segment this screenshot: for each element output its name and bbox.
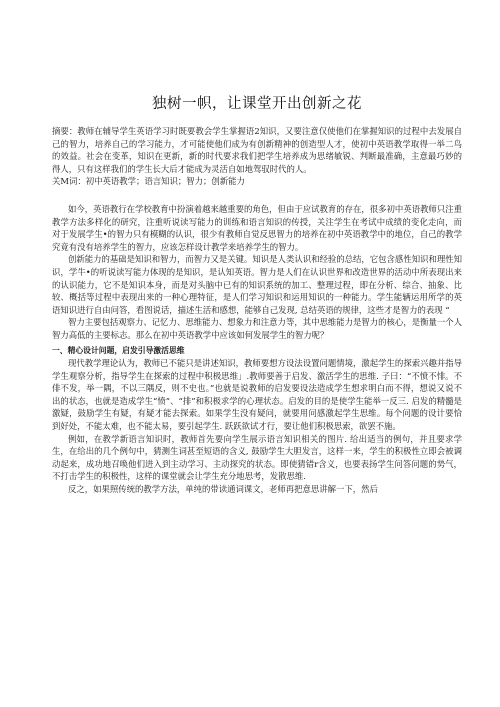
- body-text: [52, 203, 462, 496]
- paragraph: 智力主要包括观察力、记忆力、思维能力、想象力和注意力等，其中思维能力是智力的核心，是衡量一个人智力高低的主要标志。那么在初中英语教学中应该如何发展学生的智力呢？: [52, 317, 462, 340]
- section-heading: 一、精心设计问题，启发引导激活思维: [52, 345, 185, 355]
- keywords-text: 初中英语教学；语言知识；智力；创新能力: [85, 176, 245, 187]
- paragraph: 如今，英语教行在学校教育中扮演着越来越重要的角色，但由于应试教育的存在，很多初中英语教师只注重教学方法多样化的研究，注重听说读写能力的训练和语言知识的传授，关注学生在考试中成绩的变化走向，而对于发展学生•的智力只有模糊的认识，很少有教师自觉反思智力的培养在初中英语教学中的地位，自己的教学究竟有没有培养学生的智力，应该怎样设计教学来培养学生的智力。: [52, 203, 462, 252]
- keywords-label: 关M词：: [52, 176, 86, 187]
- paragraph: 现代教学理论认为，教师已不能只是讲述知识，教师要想方设法设置问题情境，激起学生的探索兴趣并指导学生观察分析，指导学生在探索的过程中积极思维」.教师要善于启发、激活学生的思维. 子曰：“不愤不悱。不俳不发，举一隅，不以三隅反，则不史也。”也就是说教师的启发要设法造成学生想求明白而不得，想说又说不出的状态，也就是造成学生“愤”、“排”和积极求学的心理状态。启发的目的是使学生能举一反三. 启发的精髓是激疑，鼓励学生有疑，有疑才能去探索。如果学生没有疑问，就要用问感激起学生思维。每个问题的设计要恰到好处，不能太难，也不能太易，要引起学生. 跃跃欲试才行，要让他们积极思索，欲罢不施。: [52, 358, 462, 432]
- abstract-text: 教师在辅导学生英语学习时既要教会学生掌握语2知识，又要注意仅使他们在掌握知识的过程中去发展自己的智力，培养自己的学习能力，才可能使他们成为有创新精神的创造型人才，使初中英语教学取得一举二鸟的效益。社会在变革，知识在更新，新的时代要求我们把学生培养成为思绪敏锐、判断最准确，主意最巧妙的得人，只有这样我们的学生长大后才能成为灵活自如地驾驭时代的人。: [52, 126, 463, 174]
- keywords: [52, 175, 462, 188]
- abstract-label: 摘要：: [52, 126, 78, 136]
- abstract: [52, 125, 462, 175]
- paragraph: 反之，如果照传统的教学方法，单纯的带读通词课文，老师再把意思讲解一下，然后: [67, 484, 378, 495]
- paragraph: 创新能力的基础是知识和智力，而智力又是关键。知识是人类认识和经验的总结，它包含感性知识和理性知识，学牛•的听说读写能力体现的是知识，是认知英语。智力是人们在认识世界和改造世界的活动中所表现出来的认识能力，它不是知识本身，而是对头脑中已有的知识系统的加工、整理过程，即在分析、综合、抽象、比较、概括等过程中表现出来的一种心理特征，是人们学习知识和运用知识的一种能力。学生能辆运用所学的英语知识进行自由问答，看图说话，描述生活和感想，能够自己发现, 总结英语的规律，这些才是智力的表现 “: [52, 254, 462, 315]
- document-title: 独树一帜，让课堂开出创新之花: [152, 96, 362, 112]
- paragraph: 例如，在教学新语言知识时，教师首先要向学生展示语言知识相关的图片. 给出适当的例句，并且要求学生，在给出的几个例句中，猜测生词甚至短语的含义, 鼓励学生大胆发言，这样一来，学生的积极性立即会被调动起来，成功地召唤他们进入到主动学习、主动探究的状态。即使猜错r含义，也要表扬学生问答问题的势气，不打击学生的积极性，这样的课堂就会让学生充分地思考，发散思维.: [52, 433, 462, 482]
